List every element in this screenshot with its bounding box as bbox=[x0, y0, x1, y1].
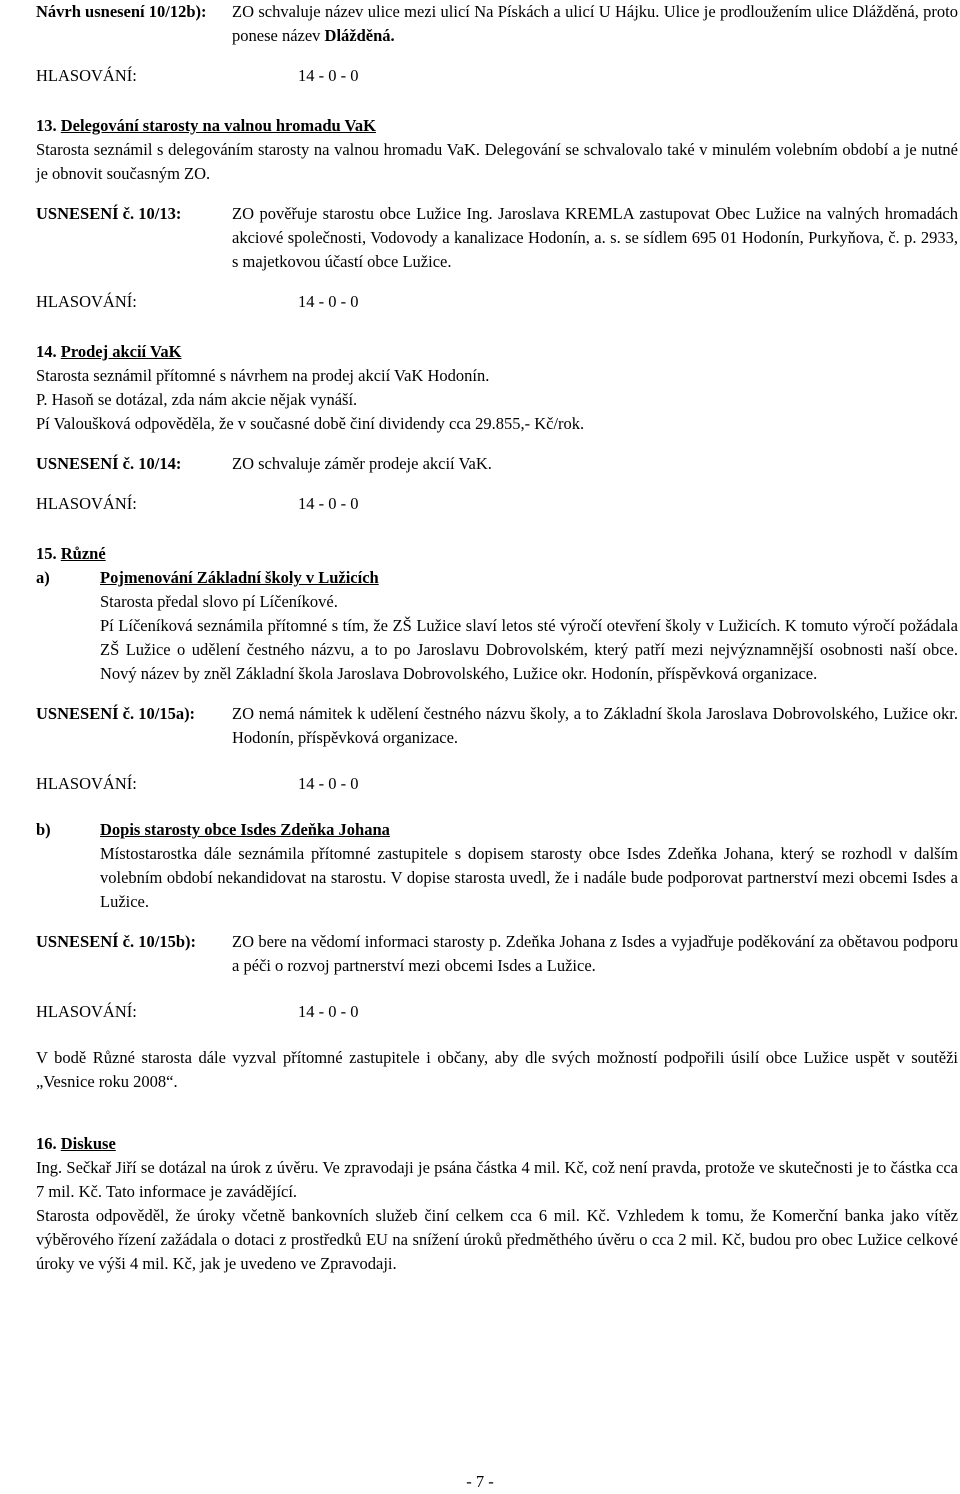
section-13 bbox=[36, 114, 958, 314]
vote-label: HLASOVÁNÍ: bbox=[36, 66, 137, 85]
proposal-text bbox=[232, 0, 958, 48]
section-number: 16. bbox=[36, 1134, 57, 1153]
section-heading bbox=[36, 340, 958, 364]
section-14 bbox=[36, 340, 958, 516]
section-15 bbox=[36, 542, 958, 1094]
resolution-label: USNESENÍ č. 10/15a): bbox=[36, 704, 196, 723]
vote-row bbox=[36, 1000, 958, 1024]
resolution-text: ZO pověřuje starostu obce Lužice Ing. Jaroslava KREMLA zastupovat Obec Lužice na valných hromadách akciové společnosti, Vodovody a kanalizace Hodonín, a. s. se sídlem 695 01 Hodonín, Purkyňova, č. p. 2933, s majetkovou účastí obce Lužice. bbox=[232, 204, 958, 271]
subsection-line: Starosta předal slovo pí Líčeníkové. bbox=[100, 592, 338, 611]
section-heading bbox=[36, 1132, 958, 1156]
subsection-a bbox=[36, 566, 958, 590]
vote-label: HLASOVÁNÍ: bbox=[36, 292, 137, 311]
resolution-label: USNESENÍ č. 10/13: bbox=[36, 204, 182, 223]
section-heading bbox=[36, 542, 958, 566]
resolution bbox=[36, 702, 958, 750]
proposal-label: Návrh usnesení 10/12b): bbox=[36, 2, 207, 21]
page-number: - 7 - bbox=[466, 1472, 494, 1491]
subsection-paragraph: Místostarostka dále seznámila přítomné zastupitele s dopisem starosty obce Isdes Zdeňka Johana, který se rozhodl v dalším volebním období nekandidovat na starostu. V dopise starosta uvedl, že i nadále bude podporovat partnerství mezi obcemi Isdes a Lužice. bbox=[100, 844, 958, 911]
section-line: Starosta seznámil přítomné s návrhem na prodej akcií VaK Hodonín. bbox=[36, 366, 490, 385]
vote-value: 14 - 0 - 0 bbox=[298, 774, 359, 793]
vote-label: HLASOVÁNÍ: bbox=[36, 1002, 137, 1021]
vote-value: 14 - 0 - 0 bbox=[298, 66, 359, 85]
vote-value: 14 - 0 - 0 bbox=[298, 494, 359, 513]
section-paragraph: Ing. Sečkař Jiří se dotázal na úrok z úvěru. Ve zpravodaji je psána částka 4 mil. Kč, což není pravda, protože ve skutečnosti je to částka cca 7 mil. Kč. Tato informace je zavádějící. bbox=[36, 1158, 958, 1201]
resolution-label: USNESENÍ č. 10/15b): bbox=[36, 932, 196, 951]
closing-paragraph: V bodě Různé starosta dále vyzval přítomné zastupitele i občany, aby dle svých možností podpořili úsilí obce Lužice uspět v soutěži „Vesnice roku 2008“. bbox=[36, 1048, 958, 1091]
subsection-paragraph: Pí Líčeníková seznámila přítomné s tím, že ZŠ Lužice slaví letos sté výročí otevření školy v Lužicích. K tomuto výročí požádala ZŠ Lužice o udělení čestného názvu, a to po Jaroslavu Dobrovolském, který patří mezi nejvýznamnější osobnosti naší obce. Nový název by zněl Základní škola Jaroslava Dobrovolského, Lužice okr. Hodonín, příspěvková organizace. bbox=[100, 616, 958, 683]
vote-value: 14 - 0 - 0 bbox=[298, 1002, 359, 1021]
section-line: P. Hasoň se dotázal, zda nám akcie nějak vynáší. bbox=[36, 390, 358, 409]
vote-row bbox=[36, 290, 958, 314]
resolution-label: USNESENÍ č. 10/14: bbox=[36, 454, 182, 473]
vote-row bbox=[36, 492, 958, 516]
resolution-proposal bbox=[36, 0, 958, 48]
resolution-text: ZO schvaluje záměr prodeje akcií VaK. bbox=[232, 454, 492, 473]
vote-label: HLASOVÁNÍ: bbox=[36, 494, 137, 513]
subsection-title: Pojmenování Základní školy v Lužicích bbox=[100, 568, 379, 587]
subsection-letter: a) bbox=[36, 568, 50, 587]
section-paragraph: Starosta seznámil s delegováním starosty na valnou hromadu VaK. Delegování se schvalovalo také v minulém volebním období a je nutné je obnovit současným ZO. bbox=[36, 140, 958, 183]
vote-row bbox=[36, 772, 958, 796]
subsection-b bbox=[36, 818, 958, 842]
proposal-text-main: ZO schvaluje název ulice mezi ulicí Na Pískách a ulicí U Hájku. Ulice je prodloužením ulice Dlážděná, proto ponese název bbox=[232, 2, 958, 45]
section-number: 14. bbox=[36, 342, 57, 361]
subsection-b-body bbox=[36, 842, 958, 914]
vote-label: HLASOVÁNÍ: bbox=[36, 774, 137, 793]
vote-row bbox=[36, 64, 958, 88]
section-title: Prodej akcií VaK bbox=[60, 342, 182, 361]
section-16 bbox=[36, 1132, 958, 1276]
resolution bbox=[36, 202, 958, 274]
section-title: Různé bbox=[60, 544, 106, 563]
resolution bbox=[36, 452, 958, 476]
section-line: Pí Valoušková odpověděla, že v současné době činí dividendy cca 29.855,- Kč/rok. bbox=[36, 414, 585, 433]
proposal-text-bold: Dlážděná. bbox=[324, 26, 395, 45]
subsection-title: Dopis starosty obce Isdes Zdeňka Johana bbox=[100, 820, 390, 839]
vote-value: 14 - 0 - 0 bbox=[298, 292, 359, 311]
section-title: Diskuse bbox=[60, 1134, 116, 1153]
section-title: Delegování starosty na valnou hromadu VaK bbox=[60, 116, 376, 135]
resolution bbox=[36, 930, 958, 978]
section-number: 13. bbox=[36, 116, 57, 135]
resolution-text: ZO nemá námitek k udělení čestného názvu školy, a to Základní škola Jaroslava Dobrovolského, Lužice okr. Hodonín, příspěvková organizace. bbox=[232, 704, 958, 747]
subsection-a-body bbox=[36, 590, 958, 686]
section-heading bbox=[36, 114, 958, 138]
resolution-text: ZO bere na vědomí informaci starosty p. Zdeňka Johana z Isdes a vyjadřuje poděkování za obětavou podporu a péči o rozvoj partnerství mezi obcemi Isdes a Lužice. bbox=[232, 932, 958, 975]
document-page bbox=[36, 0, 958, 1276]
section-number: 15. bbox=[36, 544, 57, 563]
section-paragraph: Starosta odpověděl, že úroky včetně bankovních služeb činí celkem cca 6 mil. Kč. Vzhledem k tomu, že Komerční banka jako vítěz výběrového řízení zažádala o dotaci z prostředků EU na snížení úroků předměthého úvěru o cca 2 mil. Kč, budou pro obec Lužice celkové úroky ve výši 4 mil. Kč, jak je uvedeno ve Zpravodaji. bbox=[36, 1206, 958, 1273]
subsection-letter: b) bbox=[36, 820, 51, 839]
